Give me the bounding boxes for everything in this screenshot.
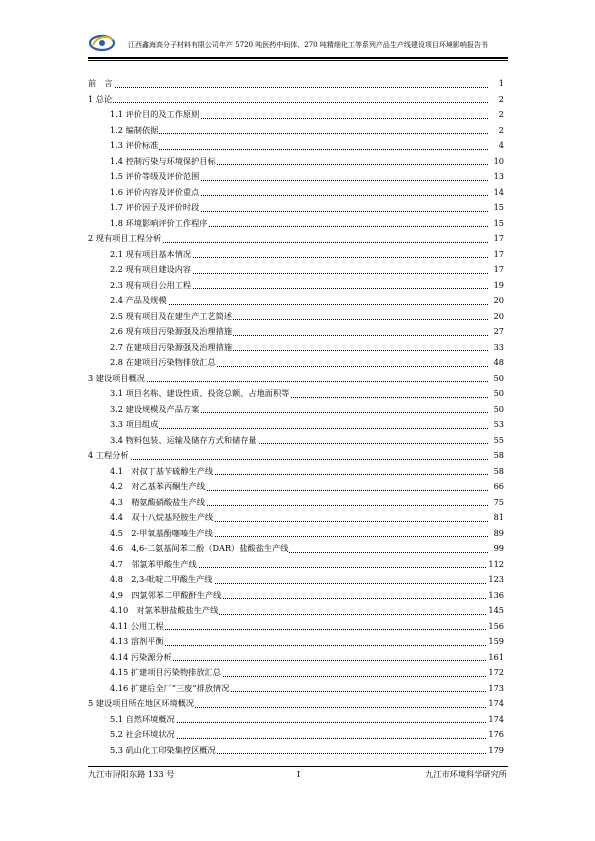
toc-entry-label: 2.6 现有项目污染源强及治理措施 bbox=[110, 324, 233, 340]
toc-entry-page: 10 bbox=[493, 154, 504, 170]
toc-entry[interactable] bbox=[88, 324, 504, 340]
toc-entry-page: 50 bbox=[493, 386, 504, 402]
page-header bbox=[88, 32, 508, 58]
toc-entry-label: 3.1 项目名称、建设性质、投资总额、占地面积等 bbox=[110, 386, 290, 402]
header-rule-thin bbox=[88, 60, 508, 61]
toc-leader-dots bbox=[98, 87, 488, 88]
toc-entry-page: 112 bbox=[487, 557, 504, 573]
toc-entry[interactable] bbox=[88, 247, 504, 263]
toc-entry[interactable] bbox=[88, 557, 504, 573]
toc-entry-label: 4.16 扩建后全厂“三废”排放情况 bbox=[110, 681, 230, 697]
footer-address: 九江市浔阳东路 133 号 bbox=[88, 769, 175, 779]
toc-entry-label: 4.11 公用工程 bbox=[110, 619, 165, 635]
toc-entry[interactable] bbox=[88, 123, 504, 139]
toc-entry-label: 4.3 精氨酸硝酸盐生产线 bbox=[110, 495, 206, 511]
toc-entry-label: 4 工程分析 bbox=[88, 448, 130, 464]
toc-entry-label: 4.13 溶剂平衡 bbox=[110, 634, 165, 650]
toc-entry[interactable] bbox=[88, 510, 504, 526]
toc-entry-page: 20 bbox=[493, 309, 504, 325]
toc-entry[interactable] bbox=[88, 572, 504, 588]
footer-page-number: I bbox=[297, 769, 301, 779]
toc-leader-dots bbox=[120, 428, 488, 429]
toc-entry[interactable] bbox=[88, 402, 504, 418]
toc-leader-dots bbox=[98, 459, 488, 460]
toc-entry-page: 17 bbox=[493, 231, 504, 247]
toc-entry[interactable] bbox=[88, 526, 504, 542]
toc-entry-label: 3.3 项目组成 bbox=[110, 417, 159, 433]
toc-entry[interactable] bbox=[88, 386, 504, 402]
toc-entry[interactable] bbox=[88, 433, 504, 449]
toc-entry[interactable] bbox=[88, 185, 504, 201]
toc-entry-label: 2.8 在建项目污染物排放汇总 bbox=[110, 355, 217, 371]
toc-entry[interactable] bbox=[88, 495, 504, 511]
toc-entry[interactable] bbox=[88, 743, 504, 759]
toc-entry-label: 2.7 在建项目污染源强及治理措施 bbox=[110, 340, 233, 356]
toc-entry-label: 2.5 现有项目及在建生产工艺简述 bbox=[110, 309, 233, 325]
toc-entry-page: 161 bbox=[487, 650, 504, 666]
toc-entry[interactable] bbox=[88, 355, 504, 371]
toc-entry-label: 1.3 评价标准 bbox=[110, 138, 159, 154]
toc-entry[interactable] bbox=[88, 650, 504, 666]
toc-entry-label: 1.5 评价等级及评价范围 bbox=[110, 169, 200, 185]
toc-entry[interactable] bbox=[88, 138, 504, 154]
toc-entry-page: 19 bbox=[493, 278, 504, 294]
toc-entry-page: 156 bbox=[487, 619, 504, 635]
toc-entry[interactable] bbox=[88, 448, 504, 464]
toc-entry[interactable] bbox=[88, 262, 504, 278]
toc-entry-label: 前 言 bbox=[88, 76, 114, 92]
toc-entry[interactable] bbox=[88, 107, 504, 123]
toc-entry-page: 15 bbox=[493, 216, 504, 232]
toc-entry[interactable] bbox=[88, 696, 504, 712]
toc-entry-page: 176 bbox=[487, 727, 504, 743]
toc-entry-label: 4.8 2,3-吡啶二甲酸生产线 bbox=[110, 572, 214, 588]
toc-entry-label: 5.3 矶山化工印染集控区概况 bbox=[110, 743, 217, 759]
toc-entry-label: 3 建设项目概况 bbox=[88, 371, 146, 387]
toc-entry[interactable] bbox=[88, 200, 504, 216]
toc-entry-label: 1.4 控制污染与环境保护目标 bbox=[110, 154, 217, 170]
toc-entry-page: 15 bbox=[493, 200, 504, 216]
toc-entry-label: 4.4 双十八烷基羟胺生产线 bbox=[110, 510, 214, 526]
footer-organization: 九江市环境科学研究所 bbox=[425, 769, 507, 779]
toc-entry[interactable] bbox=[88, 417, 504, 433]
toc-entry-label: 1.2 编制依据 bbox=[110, 123, 159, 139]
toc-entry[interactable] bbox=[88, 340, 504, 356]
toc-entry-label: 1.7 评价因子及评价时段 bbox=[110, 200, 200, 216]
toc-entry-label: 4.14 污染源分析 bbox=[110, 650, 173, 666]
toc-entry[interactable] bbox=[88, 154, 504, 170]
toc-entry-page: 13 bbox=[493, 169, 504, 185]
toc-entry-label: 5.1 自然环境概况 bbox=[110, 712, 176, 728]
table-of-contents bbox=[88, 76, 504, 758]
toc-entry-label: 1.1 评价目的及工作原则 bbox=[110, 107, 200, 123]
toc-entry[interactable] bbox=[88, 92, 504, 108]
toc-leader-dots bbox=[120, 629, 488, 630]
toc-leader-dots bbox=[120, 149, 488, 150]
toc-entry-label: 2 现有项目工程分析 bbox=[88, 231, 162, 247]
toc-entry-page: 179 bbox=[487, 743, 504, 759]
toc-entry-label: 4.15 扩建项目污染物排放汇总 bbox=[110, 665, 222, 681]
toc-entry[interactable] bbox=[88, 231, 504, 247]
toc-entry-page: 172 bbox=[487, 665, 504, 681]
toc-entry[interactable] bbox=[88, 588, 504, 604]
toc-entry-label: 4.7 邻氯苯甲酸生产线 bbox=[110, 557, 198, 573]
toc-leader-dots bbox=[98, 102, 488, 103]
toc-entry[interactable] bbox=[88, 479, 504, 495]
toc-entry-page: 99 bbox=[493, 541, 504, 557]
toc-entry-page: 66 bbox=[493, 479, 504, 495]
toc-entry-label: 2.1 现有项目基本情况 bbox=[110, 247, 192, 263]
toc-entry-page: 55 bbox=[493, 433, 504, 449]
toc-entry-page: 14 bbox=[493, 185, 504, 201]
toc-entry-label: 4.9 四氯邻苯二甲酸酐生产线 bbox=[110, 588, 222, 604]
toc-entry-page: 17 bbox=[493, 247, 504, 263]
toc-entry-label: 5.2 社会环境状况 bbox=[110, 727, 176, 743]
toc-leader-dots bbox=[120, 645, 488, 646]
toc-entry-label: 1.6 评价内容及评价重点 bbox=[110, 185, 200, 201]
toc-entry[interactable] bbox=[88, 727, 504, 743]
toc-entry-page: 2 bbox=[498, 92, 504, 108]
toc-entry-label: 2.2 现有项目建设内容 bbox=[110, 262, 192, 278]
toc-entry-page: 20 bbox=[493, 293, 504, 309]
toc-entry-label: 3.4 物料包装、运输及储存方式和储存量 bbox=[110, 433, 258, 449]
toc-entry-page: 27 bbox=[493, 324, 504, 340]
toc-entry[interactable] bbox=[88, 76, 504, 92]
toc-entry-page: 145 bbox=[487, 603, 504, 619]
toc-entry-page: 174 bbox=[487, 712, 504, 728]
toc-entry[interactable] bbox=[88, 603, 504, 619]
toc-entry[interactable] bbox=[88, 665, 504, 681]
toc-entry-page: 174 bbox=[487, 696, 504, 712]
toc-entry-page: 53 bbox=[493, 417, 504, 433]
toc-entry[interactable] bbox=[88, 309, 504, 325]
company-logo-icon bbox=[88, 32, 116, 54]
toc-entry-label: 3.2 建设规模及产品方案 bbox=[110, 402, 200, 418]
toc-entry-label: 4.6 4,6-二氨基间苯二酚（DAR）盐酸盐生产线 bbox=[110, 541, 289, 557]
toc-entry-page: 33 bbox=[493, 340, 504, 356]
toc-entry-page: 48 bbox=[493, 355, 504, 371]
toc-entry-page: 17 bbox=[493, 262, 504, 278]
toc-entry-label: 4.10 对氯苯肼盐酸盐生产线 bbox=[110, 603, 219, 619]
toc-entry-label: 1.8 环境影响评价工作程序 bbox=[110, 216, 209, 232]
toc-entry[interactable] bbox=[88, 541, 504, 557]
toc-entry-page: 50 bbox=[493, 402, 504, 418]
toc-entry[interactable] bbox=[88, 216, 504, 232]
toc-entry[interactable] bbox=[88, 712, 504, 728]
toc-entry-page: 50 bbox=[493, 371, 504, 387]
toc-entry-label: 4.1 对叔丁基苄硫醇生产线 bbox=[110, 464, 214, 480]
toc-leader-dots bbox=[120, 304, 488, 305]
toc-leader-dots bbox=[98, 381, 488, 382]
toc-entry[interactable] bbox=[88, 464, 504, 480]
toc-leader-dots bbox=[120, 660, 488, 661]
toc-entry[interactable] bbox=[88, 293, 504, 309]
toc-leader-dots bbox=[120, 133, 488, 134]
toc-entry-page: 75 bbox=[493, 495, 504, 511]
toc-entry[interactable] bbox=[88, 371, 504, 387]
toc-entry-page: 2 bbox=[498, 123, 504, 139]
footer-rule bbox=[88, 766, 508, 767]
toc-entry-page: 1 bbox=[498, 76, 504, 92]
toc-entry-page: 89 bbox=[493, 526, 504, 542]
toc-entry-page: 4 bbox=[498, 138, 504, 154]
toc-entry[interactable] bbox=[88, 634, 504, 650]
toc-entry-label: 2.4 产品及规模 bbox=[110, 293, 168, 309]
toc-entry-page: 81 bbox=[493, 510, 504, 526]
toc-entry[interactable] bbox=[88, 169, 504, 185]
toc-entry-page: 136 bbox=[487, 588, 504, 604]
toc-entry-label: 2.3 现有项目公用工程 bbox=[110, 278, 192, 294]
toc-entry-page: 173 bbox=[487, 681, 504, 697]
toc-entry-page: 58 bbox=[493, 448, 504, 464]
toc-entry[interactable] bbox=[88, 619, 504, 635]
toc-entry-page: 58 bbox=[493, 464, 504, 480]
header-rule bbox=[88, 57, 508, 59]
toc-entry-label: 4.5 2-甲氧基酚噻嗪生产线 bbox=[110, 526, 214, 542]
toc-entry-label: 1 总论 bbox=[88, 92, 113, 108]
header-title: 江西鑫海高分子材料有限公司年产 5720 吨医药中间体、270 吨精细化工等系列产品生产线建设项目环境影响报告书 bbox=[128, 41, 488, 49]
toc-entry-label: 5 建设项目所在地区环境概况 bbox=[88, 696, 195, 712]
toc-entry[interactable] bbox=[88, 278, 504, 294]
toc-entry[interactable] bbox=[88, 681, 504, 697]
toc-entry-page: 123 bbox=[487, 572, 504, 588]
toc-entry-page: 2 bbox=[498, 107, 504, 123]
toc-entry-page: 159 bbox=[487, 634, 504, 650]
toc-entry-label: 4.2 对乙基苯丙酮生产线 bbox=[110, 479, 206, 495]
